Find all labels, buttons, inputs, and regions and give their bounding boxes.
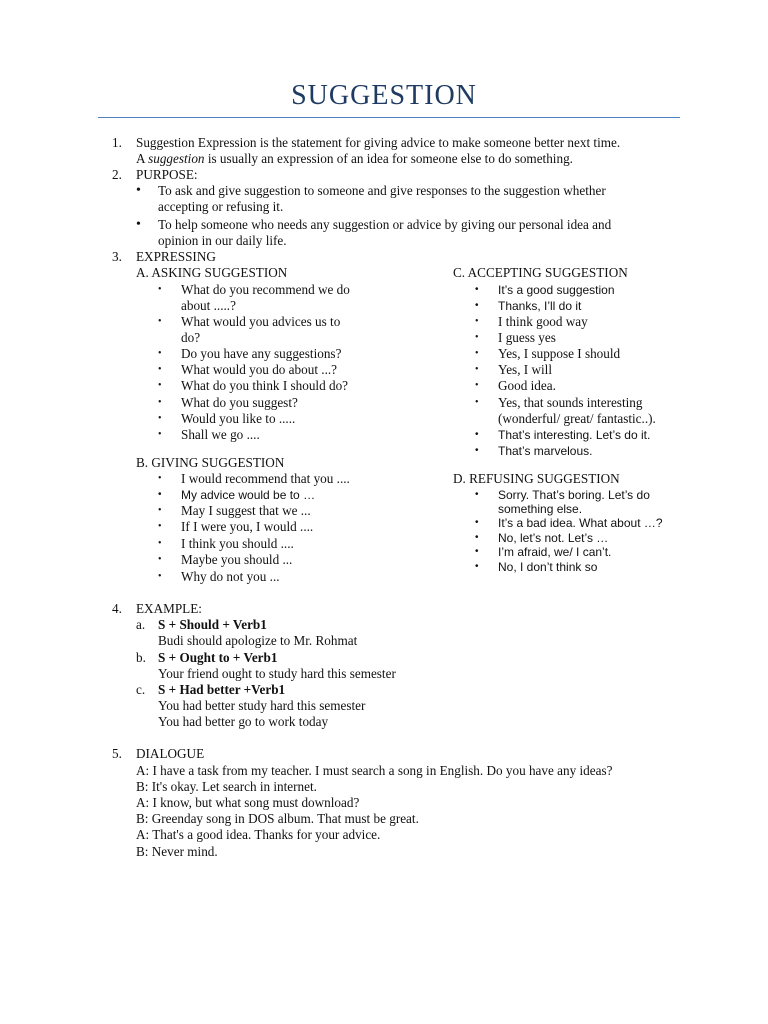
giving-item: • If I were you, I would ....	[181, 519, 313, 535]
dialogue-line: A: I have a task from my teacher. I must search a song in English. Do you have any ideas?	[136, 763, 613, 778]
accepting-item: • I think good way	[498, 314, 588, 330]
asking-item-cont: do?	[181, 330, 201, 345]
purpose-bullet-1-line-1: • To ask and give suggestion to someone and give responses to the suggestion whether	[158, 183, 606, 199]
example-a-formula: S + Should + Verb1	[158, 617, 267, 632]
section-3-number: 3.	[112, 249, 122, 264]
asking-item: • What would you advices us to	[181, 314, 340, 330]
section-2-number: 2.	[112, 167, 122, 182]
section-1-line-2: A suggestion is usually an expression of an idea for someone else to do something.	[136, 151, 573, 166]
accepting-item: • Yes, I suppose I should	[498, 346, 620, 362]
purpose-bullet-2-line-2: opinion in our daily life.	[158, 233, 287, 248]
dialogue-line: B: Never mind.	[136, 844, 218, 859]
refusing-item: • No, let’s not. Let’s …	[498, 530, 608, 546]
dialogue-line: B: Greenday song in DOS album. That must be great.	[136, 811, 419, 826]
dialogue-line: A: I know, but what song must download?	[136, 795, 360, 810]
example-b-sentence: Your friend ought to study hard this semester	[158, 666, 396, 681]
asking-item-cont: about .....?	[181, 298, 236, 313]
section-4-number: 4.	[112, 601, 122, 616]
refusing-item-cont: something else.	[498, 502, 583, 516]
refusing-item: • No, I don’t think so	[498, 559, 597, 575]
accepting-item: • Yes, I will	[498, 362, 552, 378]
giving-item: • I would recommend that you ....	[181, 471, 350, 487]
accepting-suggestion-heading: C. ACCEPTING SUGGESTION	[453, 265, 628, 280]
refusing-item: • Sorry. That’s boring. Let’s do	[498, 487, 650, 503]
section-4-heading: EXAMPLE:	[136, 601, 202, 616]
giving-suggestion-heading: B. GIVING SUGGESTION	[136, 455, 285, 470]
example-b-formula: S + Ought to + Verb1	[158, 650, 278, 665]
asking-item: • What would you do about ...?	[181, 362, 337, 378]
section-1-number: 1.	[112, 135, 122, 150]
refusing-item: • It’s a bad idea. What about …?	[498, 515, 663, 531]
asking-suggestion-heading: A. ASKING SUGGESTION	[136, 265, 288, 280]
section-2-heading: PURPOSE:	[136, 167, 198, 182]
section-5-number: 5.	[112, 746, 122, 761]
section-3-heading: EXPRESSING	[136, 249, 216, 264]
accepting-item-cont: (wonderful/ great/ fantastic..).	[498, 411, 656, 426]
dialogue-line: A: That's a good idea. Thanks for your advice.	[136, 827, 381, 842]
giving-item: • I think you should ....	[181, 536, 294, 552]
giving-item: • My advice would be to …	[181, 487, 315, 503]
dialogue-line: B: It's okay. Let search in internet.	[136, 779, 317, 794]
asking-item: • Shall we go ....	[181, 427, 260, 443]
accepting-item: • That’s marvelous.	[498, 443, 592, 459]
section-5-heading: DIALOGUE	[136, 746, 205, 761]
giving-item: • Maybe you should ...	[181, 552, 292, 568]
example-c-sentence-2: You had better go to work today	[158, 714, 329, 729]
title-underline	[98, 117, 680, 118]
purpose-bullet-2-line-1: • To help someone who needs any suggestion or advice by giving our personal idea and	[158, 217, 611, 233]
asking-item: • What do you recommend we do	[181, 282, 350, 298]
purpose-bullet-1-line-2: accepting or refusing it.	[158, 199, 284, 214]
accepting-item: • Thanks, I’ll do it	[498, 298, 581, 314]
accepting-item: • It’s a good suggestion	[498, 282, 615, 298]
example-c-label: c.	[136, 682, 146, 697]
example-a-label: a.	[136, 617, 146, 632]
page-title: SUGGESTION	[291, 80, 477, 111]
example-c-formula: S + Had better +Verb1	[158, 682, 286, 697]
example-b-label: b.	[136, 650, 146, 665]
asking-item: • Do you have any suggestions?	[181, 346, 341, 362]
suggestion-emphasis: suggestion	[148, 151, 205, 166]
accepting-item: • That’s interesting. Let’s do it.	[498, 427, 650, 443]
asking-item: • Would you like to .....	[181, 411, 295, 427]
example-a-sentence: Budi should apologize to Mr. Rohmat	[158, 633, 358, 648]
asking-item: • What do you suggest?	[181, 395, 298, 411]
asking-item: • What do you think I should do?	[181, 378, 348, 394]
accepting-item: • Good idea.	[498, 378, 556, 394]
giving-item: • May I suggest that we ...	[181, 503, 311, 519]
example-c-sentence-1: You had better study hard this semester	[158, 698, 366, 713]
section-1-line-1: Suggestion Expression is the statement for giving advice to make someone better next time.	[136, 135, 621, 150]
refusing-suggestion-heading: D. REFUSING SUGGESTION	[453, 471, 620, 486]
giving-item: • Why do not you ...	[181, 569, 280, 585]
accepting-item: • Yes, that sounds interesting	[498, 395, 642, 411]
accepting-item: • I guess yes	[498, 330, 556, 346]
refusing-item: • I’m afraid, we/ I can’t.	[498, 544, 611, 560]
